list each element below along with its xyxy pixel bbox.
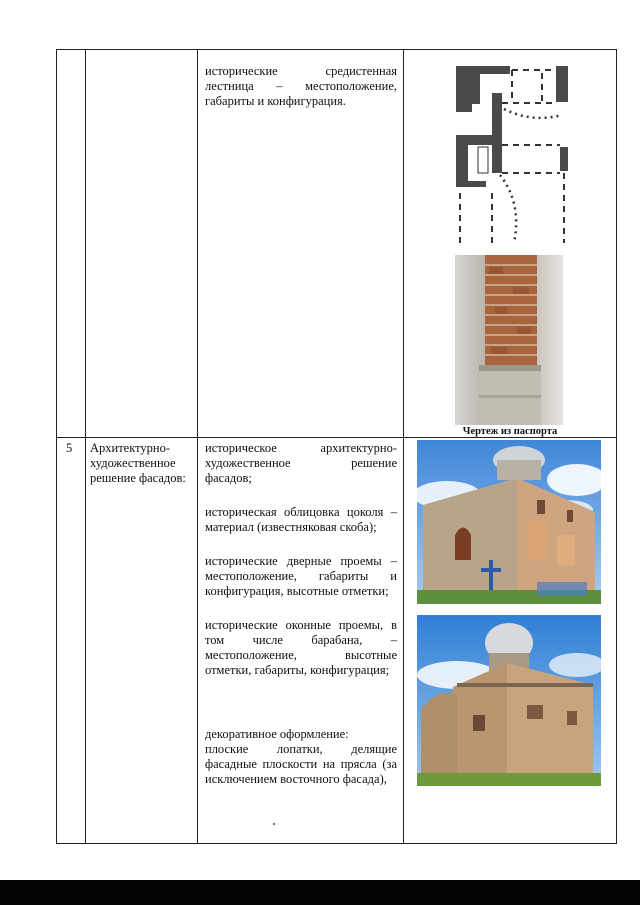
table-border-left — [56, 49, 57, 844]
text-line: конфигурация, высотные отметки; — [205, 584, 389, 598]
text-line: фасадные плоскости на прясла (за — [205, 757, 397, 771]
table-border-bottom — [56, 843, 617, 844]
scan-bottom-edge — [0, 880, 640, 905]
table-border-right — [616, 49, 617, 844]
scan-speck — [273, 823, 275, 825]
floor-plan-drawing — [452, 63, 572, 246]
church-facade-photo-2 — [417, 615, 601, 786]
text-line: плоские лопатки, делящие — [205, 742, 397, 756]
text-line: исторические дверные проемы – — [205, 554, 397, 568]
text-line: местоположение, высотные — [205, 648, 397, 662]
table-col-divider-1 — [85, 49, 86, 844]
text-line: том числе барабана, – — [205, 633, 397, 647]
text-line: решение фасадов: — [90, 471, 186, 485]
text-line: материал (известняковая скоба); — [205, 520, 377, 534]
church-facade-photo-1 — [417, 440, 601, 604]
text-line: художественное — [90, 456, 176, 470]
brick-stairwell-photo — [455, 255, 563, 425]
row-subject — [90, 441, 195, 486]
prev-row-content — [205, 64, 397, 109]
text-line: отметки, габариты, конфигурация; — [205, 663, 390, 677]
text-line: художественное решение — [205, 456, 397, 470]
text-line: местоположение, габариты и — [205, 569, 397, 583]
text-line: исключением восточного фасада), — [205, 772, 387, 786]
row-number: 5 — [66, 441, 73, 455]
table-col-divider-2 — [197, 49, 198, 844]
text-line: историческая облицовка цоколя – — [205, 505, 397, 519]
table-row-divider — [56, 437, 617, 438]
text-line: Архитектурно- — [90, 441, 171, 455]
table-border-top — [56, 49, 617, 50]
text-line: декоративное оформление: — [205, 727, 349, 741]
text-line: историческое архитектурно- — [205, 441, 397, 455]
text-line: габариты и конфигурация. — [205, 94, 346, 108]
text-line: исторические средистенная — [205, 64, 397, 78]
text-line: фасадов; — [205, 471, 252, 485]
text-line: исторические оконные проемы, в — [205, 618, 397, 632]
row-content — [205, 441, 397, 787]
drawing-caption: Чертеж из паспорта — [462, 426, 558, 437]
table-col-divider-3 — [403, 49, 404, 844]
text-line: лестница – местоположение, — [205, 79, 397, 93]
